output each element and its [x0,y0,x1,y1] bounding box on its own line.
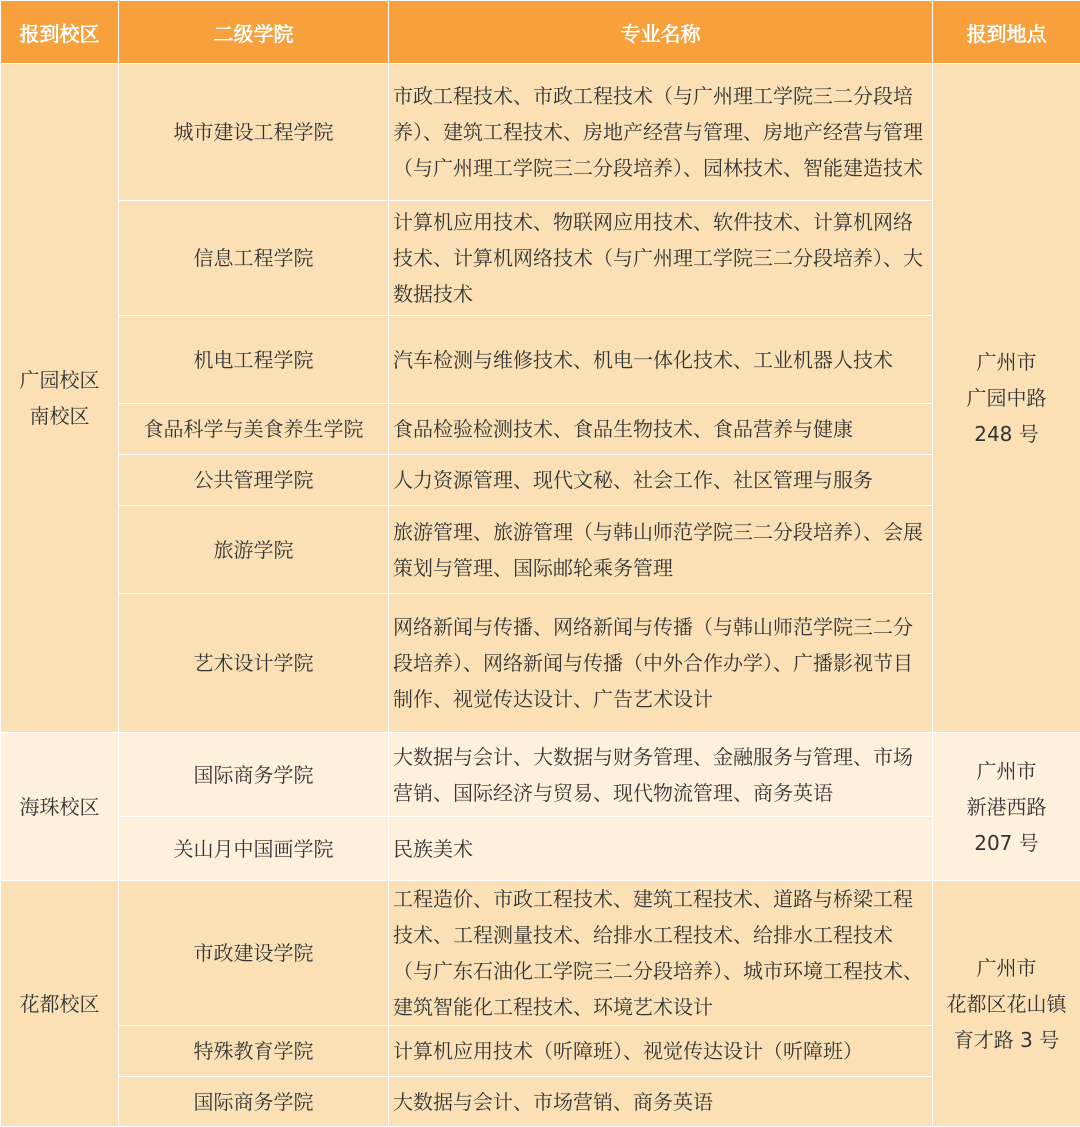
campus-cell: 花都校区 [1,881,119,1127]
college-cell: 食品科学与美食养生学院 [119,404,389,455]
majors-cell: 人力资源管理、现代文秘、社会工作、社区管理与服务 [389,455,933,506]
college-cell: 市政建设学院 [119,881,389,1026]
table-row [1,1026,1080,1077]
header-college: 二级学院 [119,1,389,64]
table-row [1,881,1080,1026]
address-cell: 广州市 花都区花山镇 育才路 3 号 [933,881,1080,1127]
majors-cell: 大数据与会计、市场营销、商务英语 [389,1077,933,1127]
majors-cell: 网络新闻与传播、网络新闻与传播（与韩山师范学院三二分段培养）、网络新闻与传播（中外合作办学）、广播影视节目制作、视觉传达设计、广告艺术设计 [389,594,933,733]
college-cell: 公共管理学院 [119,455,389,506]
table-row [1,316,1080,404]
header-majors: 专业名称 [389,1,933,64]
header-address: 报到地点 [933,1,1080,64]
college-cell: 关山月中国画学院 [119,817,389,881]
table-header-row [1,1,1080,64]
table-row [1,64,1080,201]
majors-cell: 食品检验检测技术、食品生物技术、食品营养与健康 [389,404,933,455]
majors-cell: 计算机应用技术（听障班）、视觉传达设计（听障班） [389,1026,933,1077]
college-cell: 城市建设工程学院 [119,64,389,201]
table-row [1,404,1080,455]
college-cell: 特殊教育学院 [119,1026,389,1077]
college-cell: 信息工程学院 [119,201,389,316]
header-campus: 报到校区 [1,1,119,64]
majors-cell: 民族美术 [389,817,933,881]
address-cell: 广州市 新港西路 207 号 [933,733,1080,881]
campus-cell: 广园校区 南校区 [1,64,119,733]
majors-cell: 工程造价、市政工程技术、建筑工程技术、道路与桥梁工程技术、工程测量技术、给排水工程技术、给排水工程技术（与广东石油化工学院三二分段培养）、城市环境工程技术、建筑智能化工程技术、环境艺术设计 [389,881,933,1026]
table-row [1,594,1080,733]
table-row [1,455,1080,506]
campus-cell: 海珠校区 [1,733,119,881]
table-row [1,733,1080,817]
college-cell: 艺术设计学院 [119,594,389,733]
majors-cell: 大数据与会计、大数据与财务管理、金融服务与管理、市场营销、国际经济与贸易、现代物流管理、商务英语 [389,733,933,817]
college-cell: 旅游学院 [119,506,389,594]
majors-cell: 市政工程技术、市政工程技术（与广州理工学院三二分段培养）、建筑工程技术、房地产经营与管理、房地产经营与管理（与广州理工学院三二分段培养）、园林技术、智能建造技术 [389,64,933,201]
majors-cell: 汽车检测与维修技术、机电一体化技术、工业机器人技术 [389,316,933,404]
college-cell: 机电工程学院 [119,316,389,404]
table-row [1,1077,1080,1127]
table-row [1,201,1080,316]
address-cell: 广州市 广园中路 248 号 [933,64,1080,733]
college-cell: 国际商务学院 [119,733,389,817]
majors-cell: 计算机应用技术、物联网应用技术、软件技术、计算机网络技术、计算机网络技术（与广州理工学院三二分段培养）、大数据技术 [389,201,933,316]
majors-cell: 旅游管理、旅游管理（与韩山师范学院三二分段培养）、会展策划与管理、国际邮轮乘务管理 [389,506,933,594]
table-row [1,817,1080,881]
college-cell: 国际商务学院 [119,1077,389,1127]
table-row [1,506,1080,594]
